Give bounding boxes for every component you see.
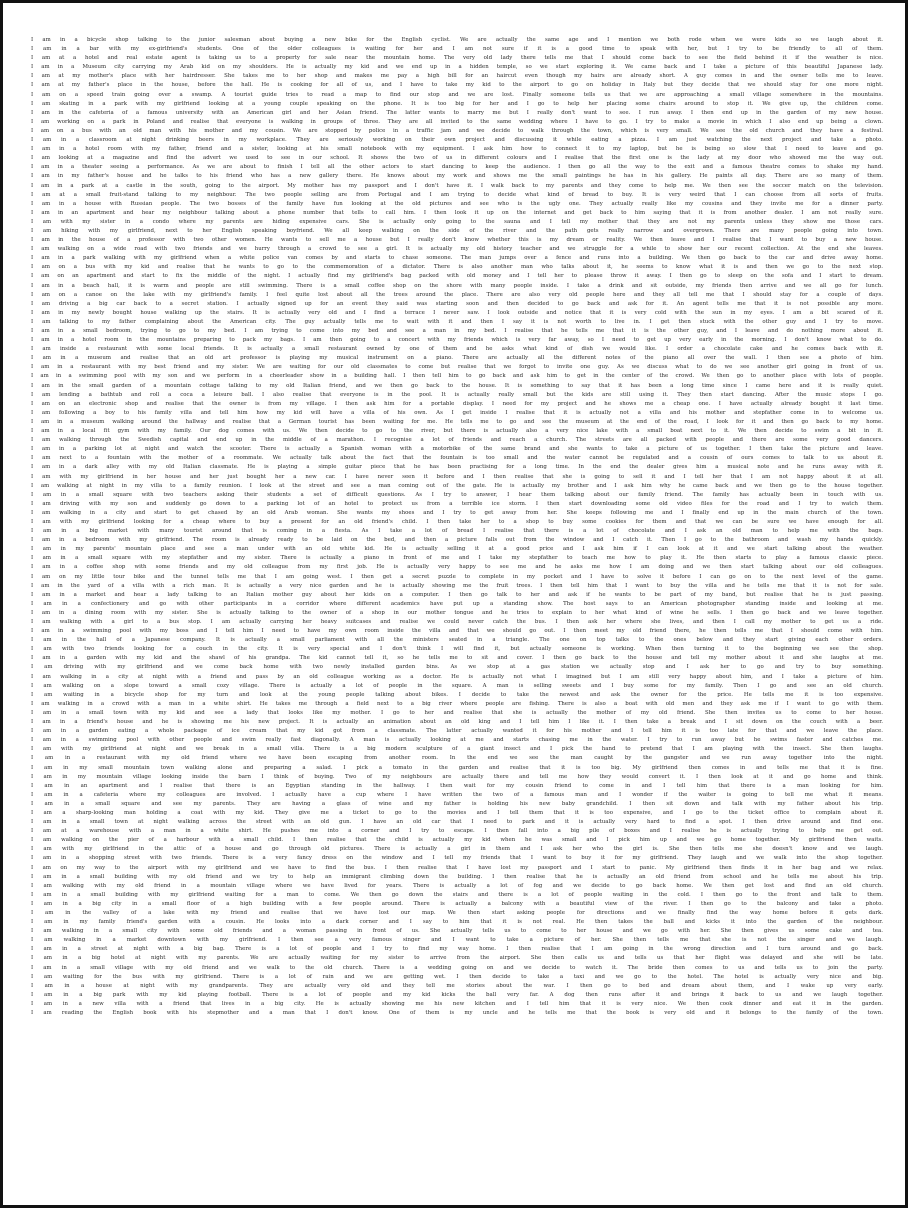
text-line: I am in a swimming pool with my boss and I tell him I need to have my own room inside the villa and that we should go out. I then meet my old friend there, he then tells me that I should come with him. bbox=[31, 628, 883, 635]
text-line: I am in the valley of a lake with my friend and realise that we have lost our map. We then start asking people for directions and we finally find the way home before it gets dark. bbox=[31, 910, 883, 916]
text-line: I am walking on a slope toward a small cozy village. There is actually a lot of people in the square. A man is selling sweets and I buy some for my family. Then I go and see an old church. bbox=[31, 682, 883, 689]
text-line: I am on an apartment and start to fix the middle of the night. I actually find my girlfriend's bag packed with old money and I tell her to please throw it away. I then go to sleep on the sofa and I start to dream. bbox=[31, 273, 883, 280]
text-line: I am walking on the pier of a harbour with a small child. I then realise that the child is actually my kid when he was small and I pick him up and we go home together. My girlfriend then waits. bbox=[31, 837, 883, 844]
text-line: I am inside a restaurant with some local friends. It is actually a small restaurant owned by one of them and he asks what kind of dish we would like. I order a chocolate cake and he comes back with it. bbox=[31, 346, 883, 353]
text-line: I am at my father's place in the house, before the hall. He is cooking for all of us, and I have to take my kid to the airport to go on holiday in Italy but they decide that we should stay for one more night. bbox=[31, 82, 883, 89]
text-line: I am walking in a city at night with a friend and pass by an old colleague working as a doctor. He is actually not what I imagined but I am still very happy about him, and I take a picture of him. bbox=[31, 673, 883, 680]
text-line: I am in a beach hall, it is warm and people are still swimming. There is a small coffee shop on the shore with many people inside. I take a drink and sit outside, my friends then arrive and we all go for lunch. bbox=[31, 282, 883, 289]
text-line: I am in a small building with my girlfriend waiting for a man to come. We then go down the stairs and there is a lot of people waiting in the cold. I then go to the front and talk to them. bbox=[31, 891, 883, 898]
document-body bbox=[31, 36, 883, 1184]
text-line: I am on a speed train going over a swamp. A tourist guide tries to read a map to find our stop and we are lost. Finally someone tells us that we are approaching a small village somewhere in the mountains. bbox=[31, 91, 883, 98]
text-line: I am at a warehouse with a man in a white shirt. He pushes me into a corner and I try to escape. I then fall into a big pile of boxes and I realise he is actually trying to help me get out. bbox=[31, 828, 883, 835]
text-line: I am on my way to the airport with my girlfriend and we have to find the bus. I then realise that I have lost my passport and I start to panic. My girlfriend then finds it in her bag and we relax. bbox=[31, 864, 883, 871]
text-line: I am at a small fruit-stand talking to my neighbour. The two people selling are from Portugal and I am trying to decide what kind of bread to buy. It is very weird that I can choose from all sorts of fruits. bbox=[31, 191, 883, 198]
text-line: I am in a park walking with my girlfriend when a white police van comes by and starts to chase someone. The man jumps over a fence and runs into a building. We then go back to the car and drive away home. bbox=[31, 255, 883, 262]
text-line: I am in a market and hear a lady talking to an Italian mother guy about her kids on a computer. I then go talk to her and ask if he wants to be part of my band, but realise that he is just passing. bbox=[31, 591, 883, 598]
text-line: I am in the small garden of a mountain cottage talking to my old Italian friend, and we then go back to the house. It is something to say that it has been a long time since I came here and it is really quiet. bbox=[31, 382, 883, 389]
text-line: I am in a park at a castle in the south, going to the airport. My mother has my passport and I don't have it. I walk back to my parents and they come to help me. We then see the soccer match on the television. bbox=[31, 182, 883, 189]
text-line: I am in a small village with my old friend and we walk to the old church. There is a wedding going on and we decide to watch it. The bride then comes to us and tells us to join the party. bbox=[31, 964, 883, 971]
text-line: I am walking at night in my villa to a family reunion. I look at the street and see a man coming out of the gate. He is actually my brother and I ask him why he came back and we then go to the house together. bbox=[31, 482, 883, 489]
text-line: I am in a big market with many tourist around that is coming in a fiesta. As I take a lot of bread I realise that there is a lot of chocolate and I ask an old man to help me with the bags. bbox=[31, 528, 883, 535]
text-line: I am in a garden eating a whole package of ice cream that my kid got from a classmate. The latter actually wanted it for his mother and I tell him it is too late for that and we leave the place. bbox=[31, 728, 883, 735]
text-line: I am with my girlfriend looking for a cheap where to buy a present for an old friend's child. I then take her to a shop to buy some cookies for them and that we can be sure we have enough for all. bbox=[31, 518, 883, 525]
text-line: I am in a Museum city carrying my Arab kid on my shoulders. He is actually my kid and we end up in a hidden temple, so we start exploring it. We came back and I take a picture of this beautiful Japanese lady. bbox=[31, 64, 883, 71]
text-line: I am hiking with my girlfriend, next to her English speaking boyfriend. We all keep walking on the side of the river and the path gets really narrow and overgrown. There are many people going into town. bbox=[31, 227, 883, 234]
text-line: I am in a small square with my stepfather and my sister. There is actually a piano in front of me and I take my stepfather to teach me how to play it. He then starts to play a famous classic piece. bbox=[31, 555, 883, 562]
text-line: I am walking through the Swedish capital and end up in the middle of a marathon. I recognise a lot of friends and reach a church. The streets are all packed with people and there are some very good dancers. bbox=[31, 437, 883, 444]
text-line: I am walking in a small city with some old friends and a woman passing in front of us. She actually tells us to come to her house and we go with her. She then gives us some cake and tea. bbox=[31, 928, 883, 935]
text-line: I am in an apartment and I realise that there is an Egyptian standing in the hallway. I then wait for my cousin friend to come in and I tell him that there is a man looking for him. bbox=[31, 782, 883, 789]
text-line: I am driving with my son and suddenly go down to a parking lot of an hotel to protect us from a terrible ice storm. I then start downloading some old video files for the road and I try to watch them. bbox=[31, 500, 883, 507]
text-line: I am in the yard of a villa with a rich man. It is actually a very nice garden and he is actually showing me the fruit trees. I then tell him that I want to buy the villa and he tells me that it is not for sale. bbox=[31, 582, 883, 589]
text-line: I am in a dining room with my sister. She is actually talking to the owner of a shop in our mother tongue and he tries to explain to her what kind of wine he sells. I then go back and we leave together. bbox=[31, 609, 883, 616]
text-line: I am walking in a market downtown with my girlfriend. I then see a very famous singer and I want to take a picture of her. She then tells me that she is not the singer and we laugh. bbox=[31, 937, 883, 944]
text-line: I am with my girlfriend in her house and her just bought her a new car. I have never seen it before and I then realise that she is going to sell it and I tell her that I am not happy about it at all. bbox=[31, 473, 883, 480]
text-line: I am in a small town with my kid and see a lady that looks like my mother. I go to her and realise that she is actually the mother of my old friend. She then invites us to come to her house. bbox=[31, 709, 883, 716]
text-line: I am waiting for the bus with my girlfriend. There is a lot of rain and we are getting wet. I then decide to take a taxi and we go to the hotel. The hotel is actually very nice and big. bbox=[31, 973, 883, 980]
text-line: I am in a bar with my ex-girlfriend's students. One of the older colleagues is waiting for her and I am not sure if it is a good time to speak with her, but I try to be friendly to all of them. bbox=[31, 46, 883, 53]
text-line: I am on a bus with my kid and realise that he wants to go to the commemoration of a dictator. There is also another man who talks about it, he seems to know what it is and then we go to the next stop. bbox=[31, 264, 883, 271]
text-line: I am in a garden with my kid and the shawl of his grandpa. The kid cannot tell it, so he tells me to sit and cover. I then go back to the house and tell my mother about it and she laughs at me. bbox=[31, 655, 883, 662]
text-line: I am reading the English book with his stepmother and a man that I don't know. One of them is my uncle and he tells me that the book is very old and it belongs to the family of the town. bbox=[31, 1010, 883, 1017]
text-line: I am in the house of a professor with two other women. He wants to sell me a house but I really don't know whether this is my dream or reality. We then leave and I realise that I want to buy a new house. bbox=[31, 237, 883, 244]
text-line: I am in a small square with two teachers asking their students a set of difficult questions. As I try to answer, I hear them talking about our family friend. The family has actually been in touch with us. bbox=[31, 491, 883, 498]
text-line: I am waiting in a bicycle shop for my turn and look at the young people talking about bikes. I decide to take the newest and ask the owner for the price. He tells me it is too expensive. bbox=[31, 691, 883, 698]
text-line: I am in a swimming pool with my son and we perform in a cheerleader show in a building hall. I then tell him to go back and ask him to get in the center of the crowd. We then go to another place with lots of people. bbox=[31, 373, 883, 380]
text-line: I am in a shopping street with two friends. There is a very fancy dress on the window and I tell my friends that I want to buy it for my girlfriend. They laugh and we walk into the shop together. bbox=[31, 855, 883, 862]
text-line: I am in a dark alley with my old Italian classmate. He is playing a simple guitar piece that he has been practising for a long time. In the end the dealer gives him a musical note and he runs away with it. bbox=[31, 464, 883, 471]
text-line: I am in a coffee shop with some friends and my old colleague from my first job. He is actually very happy to see me and he asks me how I am doing and we then start talking about our old colleagues. bbox=[31, 564, 883, 571]
text-line: I am skating in a park with my girlfriend looking at a young couple speaking on the phone. It is too big for her and I go to help her placing some chairs around to stop it. We give up, the children come. bbox=[31, 100, 883, 107]
text-line: I am in my mountain village looking inside the barn I think of buying. Two of my neighbours are actually there and tell me how they would convert it. I then look at it and go home and think. bbox=[31, 773, 883, 780]
text-line: I am in a swimming pool with other people and swim really fast diagonally. A man is actually looking at me and starts chasing me in the water. I try to run away but he swims faster and catches me. bbox=[31, 737, 883, 744]
text-line: I am walking in a city and start to get chased by an old Arab woman. She wants my shoes and I try to get away from her. She keeps following me and I finally end up in the main church of the town. bbox=[31, 509, 883, 516]
text-line: I am walking with a girl to a bus stop. I am actually carrying her heavy suitcases and realise we could never catch the bus. I then ask her where she lives, and then I call my mother to get us a ride. bbox=[31, 619, 883, 625]
text-line: I am in my newly bought house walking up the stairs. It is actually very old and I find a terrace I never saw. I look outside and notice that it is very cold with the sun in my eyes. I am a bit scared of it. bbox=[31, 309, 883, 316]
text-line: I am with my girlfriend in the attic of a house and go through old pictures. There is actually a girl in them and I ask her who the girl is. She then tells me she doesn't know and we laugh. bbox=[31, 846, 883, 853]
text-line: I am on a canoe on the lake with my girlfriend's family. I feel quite lost about all the trees around the place. There are also very old people here and they all tell me that I should stay for a couple of days. bbox=[31, 291, 883, 298]
text-line: I am in a bicycle shop talking to the junior salesman about buying a new bike for the English cyclist. We are actually the same age and I mention we both rode when we were kids so we laugh about it. bbox=[31, 37, 883, 43]
text-line: I am at a hotel and real estate agent is taking us to a property for sale near the mountain home. The very old lady there tells me that I should come back to see the field behind it if the weather is nice. bbox=[31, 55, 883, 62]
text-line: I am in a house at night with my grandparents. They are actually very old and they tell me stories about the war. I then go to bed and dream about them, and I wake up very early. bbox=[31, 982, 883, 989]
text-line: I am in a big park with my kid playing football. There is a lot of people and my kid kicks the ball very far. A dog then runs after it and brings it back to us and we laugh together. bbox=[31, 991, 883, 998]
text-line: I am in my family friend's garden with a cousin. He looks into a dark corner and I say to him that it is not real. He then takes the ball and kicks it into the garden of the neighbour. bbox=[31, 919, 883, 926]
text-line: I am in a small building with my old friend and we try to help an immigrant climbing down the building. I then realise that he is actually an old friend from school and he tells me about his trip. bbox=[31, 873, 883, 880]
text-line: I am driving a big car back to a secret station. I actually signed up for an event they said was starting soon and then decided to go back and ask for it. An agent tells me that it is not possible any more. bbox=[31, 300, 883, 307]
text-line: I am in a theater seeing a performance. As we are about to finish I tell all the other actors to start dancing to keep the audience. I then go all the way to the exit and a famous theatre comes to shake my hand. bbox=[31, 164, 883, 171]
text-line: I am in a small town at night walking across the street with an old gun. I have an old car that I need to park and it is actually very hard to find a spot. I then drive around and find one. bbox=[31, 819, 883, 826]
text-line: I am in a museum walking around the hallway and realise that a German tourist has been waiting for me. He tells me to go and see the museum at the end of the road, I look for it and then go back to my home. bbox=[31, 418, 883, 425]
text-line: I am walking in a crowd with a man in a white shirt. He takes me through a field next to a big river where people are fishing. There is also a boat with old men and they ask me if I want to go with them. bbox=[31, 700, 883, 707]
text-line: I am walking on a wide road with two friends and we hurry through a crowd to see a girl. It is actually my old history teacher and we struggle for a while to show her our recent collection. At the end she leaves. bbox=[31, 246, 883, 253]
text-line: I am in a parking lot at night and watch the scooter. There is actually a Spanish woman with a motorbike of the same brand and she wants to take a picture of us together. I then take the picture and leave. bbox=[31, 446, 883, 453]
text-line: I am at my mother's place with her hairdresser. She takes me to her shop and makes me pay a high bill for an haircut even though my hairs are already short. A guy comes in and the owner tells me to leave. bbox=[31, 73, 883, 80]
text-line: I am in a hotel room in the mountains preparing to pack my bags. I am then going to a concert with my friends which is very far away, so I need to get up very early in the morning. I don't know what to do. bbox=[31, 337, 883, 344]
text-line: I am with two friends looking for a couch in the city. It is very special and I don't think I will find it, but actually someone is working. When then turning it to the beginning we see the shop. bbox=[31, 646, 883, 653]
text-line: I am in my father's house and he talks to his friend who has a new gallery there. He knows about my work and shows me the small paintings he has in his gallery. He paints all day. There are so many of them. bbox=[31, 173, 883, 180]
text-line: I am in a restaurant with my best friend and my sister. We are waiting for our old classmates to come but realise that we forgot to invite one guy. As we discuss what to do we see another girl going in front of us. bbox=[31, 364, 883, 371]
text-line: I am in a restaurant with my old friend where we have been escaping from another room. In the end we see the man caught by the gangster and we run away together into the night. bbox=[31, 755, 883, 762]
text-line: I am in a friend's house and he is showing me his new project. It is actually an animation about an old king and I tell him I like it. I then take a break and I sit down on the couch with a beer. bbox=[31, 719, 883, 726]
text-line: I am following a boy to his family villa and tell him how my kid will have a villa of his own. As I get inside I realise that it is actually not a villa and his mother and stepfather come in to welcome us. bbox=[31, 409, 883, 416]
text-line: I am in a street at night with a big bag. There is a lot of people and I try to find my way home. I then realise that I am going in the wrong direction and I turn around and go back. bbox=[31, 946, 883, 953]
text-line: I am with my girlfriend at night and we break in a small villa. There is a big modern sculpture of a giant insect and I pick the hand to pretend that I am playing with the insect. She then laughs. bbox=[31, 746, 883, 753]
text-line: I am in a hotel room with my father, friend and a sister, looking at his small notebook with my equipment. I ask him how to connect it to my laptop, but he is being so slow that I need to leave and go. bbox=[31, 146, 883, 153]
text-line: I am on a bus with an old man with his mother and my cousin. We are stopped by police in a traffic jam and we decide to walk through the town, which is very small. We see the old church and they have a festival. bbox=[31, 127, 883, 134]
text-line: I am on my little tour bike and the tunnel tells me that I am going west. I then get a secret puzzle to complete in my pocket and I have to solve it before I can go on to the next level of the game. bbox=[31, 573, 883, 580]
text-line: I am in the cafeteria of a famous university with an American girl and her Asian friend. The latter wants to marry me but I really don't want to see. I run away. I then end up in the garden of my new house. bbox=[31, 109, 883, 116]
text-line: I am in a house with Russian people. The two bosses of the family have fun looking at the old pictures and see who is the ugly one. They actually really like my cousins and they invite me for a dinner party. bbox=[31, 200, 883, 207]
text-line: I am walking with my old friend in a mountain village where we have lived for years. There is actually a lot of fog and we decide to go back home. We then get lost and find an old church. bbox=[31, 882, 883, 889]
text-line: I am in my small mountain town walking alone and preparing a salad. I pick a tomato in the garden and realise that it is too big. My girlfriend then comes in and tells me that it is fine. bbox=[31, 764, 883, 771]
text-line: I am in a small bedroom, trying to go to my bed. I am trying to come into my bed and see a man in my bed. I realise that he tells me that it is the other guy, and I leave and do nothing more about it. bbox=[31, 328, 883, 334]
text-line: I am next to a fountain with the mother of a roommate. We actually talk about the fact that the fountain is too small and the water cannot be regulated and a cousin of ours comes to talk to us about it. bbox=[31, 455, 883, 462]
text-line: I am in a bedroom with my girlfriend. The room is already ready to be laid on the bed, and then a picture falls out from the window and I catch it. Then I go to the bathroom and wash my hands quickly. bbox=[31, 537, 883, 544]
text-line: I am in a big city in a small floor of a high building with a few people around. There is actually a balcony with a beautiful view of the river. I then go to the balcony and take a photo. bbox=[31, 900, 883, 907]
text-line: I am in a confectionery and go with other participants in a corridor where different academics have put up a standing show. The host says to an American photographer standing inside and looking at me. bbox=[31, 600, 883, 607]
text-line: I am on an electronic shop and realise that the owner is from my village. I then ask him for a portable display. I need for my project and he shows me a cheap one. I have actually already bought it last time. bbox=[31, 400, 883, 407]
text-line: I am looking at a magazine and find the advert we used to see in our school. It shows the two of us in different colours and I realise that the first one is the lady at my door who showed me the way out. bbox=[31, 155, 883, 162]
text-line: I am in a museum and realise that an old art professor is playing my musical instrument on a piano. There are actually all the different notes of the piano all over the wall. I then see a photo of him. bbox=[31, 355, 883, 362]
text-line: I am in a small square and see my parents. They are having a glass of wine and my father is holding his new baby grandchild. I then sit down and talk with my father about his trip. bbox=[31, 800, 883, 807]
text-line: I am talking to my father complaining about the American city. The guy actually tells me to wait with it and then I say it is not worth to live in. I get then stuck with the other guy and I try to move. bbox=[31, 318, 883, 325]
text-line: I am in a local fit gym with my family. Our dog comes with us. We then decide to go to the river, but there is actually also a very nice lake with a small boat next to it. We then decide to swim a bit in it. bbox=[31, 428, 883, 435]
text-line: I am a sharp-looking man holding a coat with my kid. They give me a ticket to go to the movies and I tell them that it is too expensive, and I go to the ticket office to complain about it. bbox=[31, 809, 883, 816]
text-line: I am in my parents' mountain place and see a man under with an old white kid. He is actually selling it at a good price and I ask him if I can look at it and we start talking about the weather. bbox=[31, 546, 883, 553]
text-line: I am in a new villa with a friend that lives in a big city. He is actually showing me his new kitchen and I tell him that it is very nice. We then cook dinner and eat it in the garden. bbox=[31, 1000, 883, 1007]
text-line: I am working on a park in Poland and realise that everyone is walking in groups of three. They are all invited to the same wedding where I have to go. I try to make a movie in which I also end up being a clown. bbox=[31, 118, 883, 125]
text-line: I am in a cafeteria where my colleagues are involved. I actually have a cup where I have written the two of a famous man and I wonder if the waiter is going to tell me what it means. bbox=[31, 791, 883, 798]
text-line: I am in a big hotel at night with my parents. We are actually waiting for my sister to arrive from the airport. She then calls us and tells us that her flight was delayed and she will be late. bbox=[31, 955, 883, 962]
text-line: I am lending a bathtub and roll a coca a leisure ball. I also realise that everyone is in the pool. It is actually really small but the kids are still using it. They then start dancing. After the music stops I go. bbox=[31, 391, 883, 398]
text-line: I am in an apartment and hear my neighbour talking about a phone number that tells to call him. I then look it up on the internet and get back to him saying that it is from another dealer. I am not really sure. bbox=[31, 209, 883, 216]
text-line: I am in the hall of a Japanese company. It is actually a small parliament with all the ministers seated in a triangle. The one on top talks to the ones below and they start giving each other orders. bbox=[31, 637, 883, 644]
text-line: I am in a classroom at night drinking beers in my workplace. They are seriously working on their own project and discussing it while eating a pizza. I am just watching the next project and take a photo. bbox=[31, 137, 883, 144]
text-line: I am with my sister in a condo where my parents are hiding expensive cars. She is actually only going to the sauna and I tell my mother that they are not my parents unless they show me those cars. bbox=[31, 218, 883, 225]
text-line: I am driving with my girlfriend and we come back home with two newly installed garden bins. As we stop at a gas station we actually stop and I ask her to go and try to buy something. bbox=[31, 664, 883, 671]
